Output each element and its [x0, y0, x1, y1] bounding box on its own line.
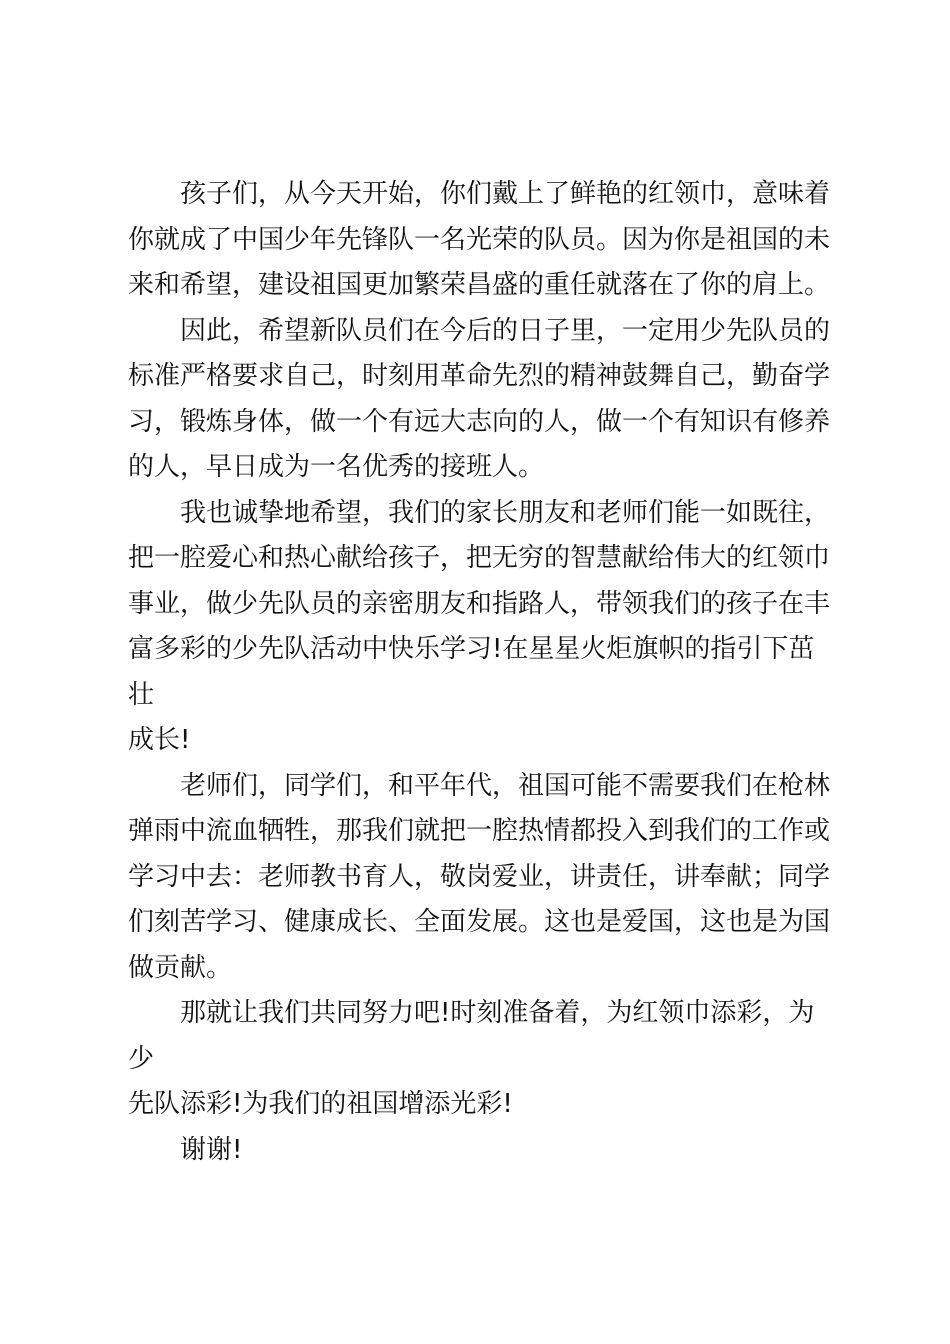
paragraph-5: 那就让我们共同努力吧!时刻准备着，为红领巾添彩，为少 先队添彩!为我们的祖国增添光彩! [128, 998, 815, 1119]
paragraph-6: 谢谢! [180, 1134, 243, 1165]
paragraph-1: 孩子们，从今天开始，你们戴上了鲜艳的红领巾，意味着 你就成了中国少年先锋队一名光荣的队员。因为你是祖国的未 来和希望，建设祖国更加繁荣昌盛的重任就落在了你的肩上。 [128, 179, 831, 300]
paragraph-3: 我也诚挚地希望，我们的家长朋友和老师们能一如既往， 把一腔爱心和热心献给孩子，把无穷的智慧献给伟大的红领巾 事业，做少先队员的亲密朋友和指路人，带领我们的孩子在丰 富多彩的少先队活动中快乐学习!在星星火炬旗帜的指引下茁壮 成长! [128, 497, 831, 755]
paragraph-4: 老师们，同学们，和平年代，祖国可能不需要我们在枪林 弹雨中流血牺牲，那我们就把一腔热情都投入到我们的工作或 学习中去：老师教书育人，敬岗爱业，讲责任，讲奉献；同学 们刻苦学习、健康成长、全面发展。这也是爱国，这也是为国 做贡献。 [128, 770, 831, 983]
paragraph-2: 因此，希望新队员们在今后的日子里，一定用少先队员的 标准严格要求自己，时刻用革命先烈的精神鼓舞自己，勤奋学 习，锻炼身体，做一个有远大志向的人，做一个有知识有修养 的人，早日成为一名优秀的接班人。 [128, 315, 831, 482]
document-body [128, 172, 834, 1173]
